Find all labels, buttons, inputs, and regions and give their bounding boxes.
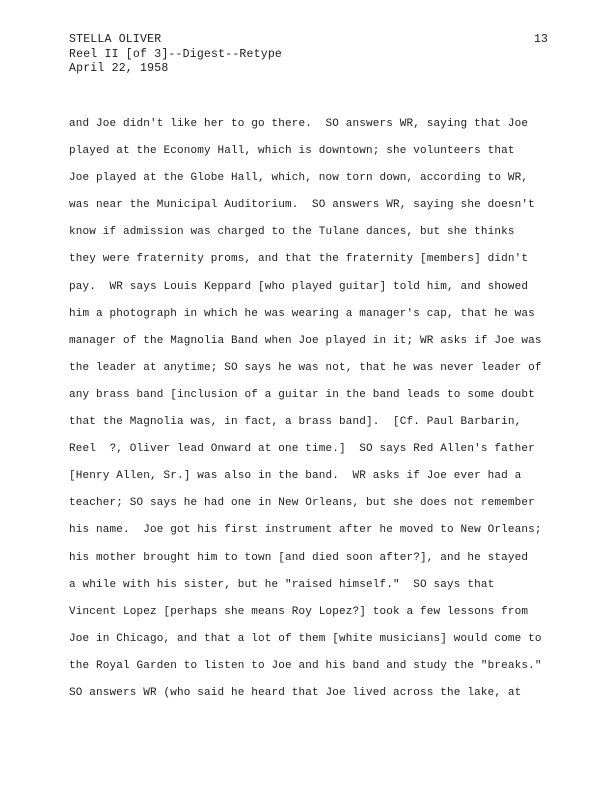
text-line: Reel ?, Oliver lead Onward at one time.] SO says Red Allen's father [69, 443, 535, 456]
reel-info: Reel II [of 3]--Digest--Retype [69, 47, 283, 61]
transcript-body [69, 117, 569, 713]
text-line: the leader at anytime; SO says he was not, that he was never leader of [69, 361, 542, 374]
text-line: his name. Joe got his first instrument after he moved to New Orleans; [69, 524, 542, 537]
text-line: a while with his sister, but he "raised himself." SO says that [69, 578, 495, 591]
text-line: and Joe didn't like her to go there. SO answers WR, saying that Joe [69, 118, 529, 130]
text-line: his mother brought him to town [and died soon after?], and he stayed [69, 551, 529, 564]
text-line: the Royal Garden to listen to Joe and his band and study the "breaks." [69, 659, 542, 672]
text-line: that the Magnolia was, in fact, a brass band]. [Cf. Paul Barbarin, [69, 416, 522, 429]
text-line: played at the Economy Hall, which is downtown; she volunteers that [69, 145, 515, 158]
text-line: SO answers WR (who said he heard that Joe lived across the lake, at [69, 686, 522, 699]
text-line: pay. WR says Louis Keppard [who played guitar] told him, and showed [69, 280, 529, 293]
interview-date: April 22, 1958 [69, 62, 169, 75]
interviewee-name: STELLA OLIVER [69, 33, 162, 46]
document-header [69, 33, 282, 77]
text-line: they were fraternity proms, and that the fraternity [members] didn't [69, 253, 529, 266]
text-line: him a photograph in which he was wearing a manager's cap, that he was [69, 307, 535, 320]
page-number: 13 [534, 33, 548, 46]
text-line: manager of the Magnolia Band when Joe played in it; WR asks if Joe was [69, 334, 542, 347]
text-line: any brass band [inclusion of a guitar in the band leads to some doubt [69, 388, 535, 401]
text-line: [Henry Allen, Sr.] was also in the band. WR asks if Joe ever had a [69, 470, 522, 483]
text-line: teacher; SO says he had one in New Orleans, but she does not remember [69, 497, 535, 510]
text-line: Joe played at the Globe Hall, which, now torn down, according to WR, [69, 172, 529, 185]
text-line: Vincent Lopez [perhaps she means Roy Lopez?] took a few lessons from [69, 605, 529, 618]
text-line: was near the Municipal Auditorium. SO answers WR, saying she doesn't [69, 199, 535, 212]
text-line: Joe in Chicago, and that a lot of them [white musicians] would come to [69, 632, 542, 645]
text-line: know if admission was charged to the Tulane dances, but she thinks [69, 226, 515, 239]
